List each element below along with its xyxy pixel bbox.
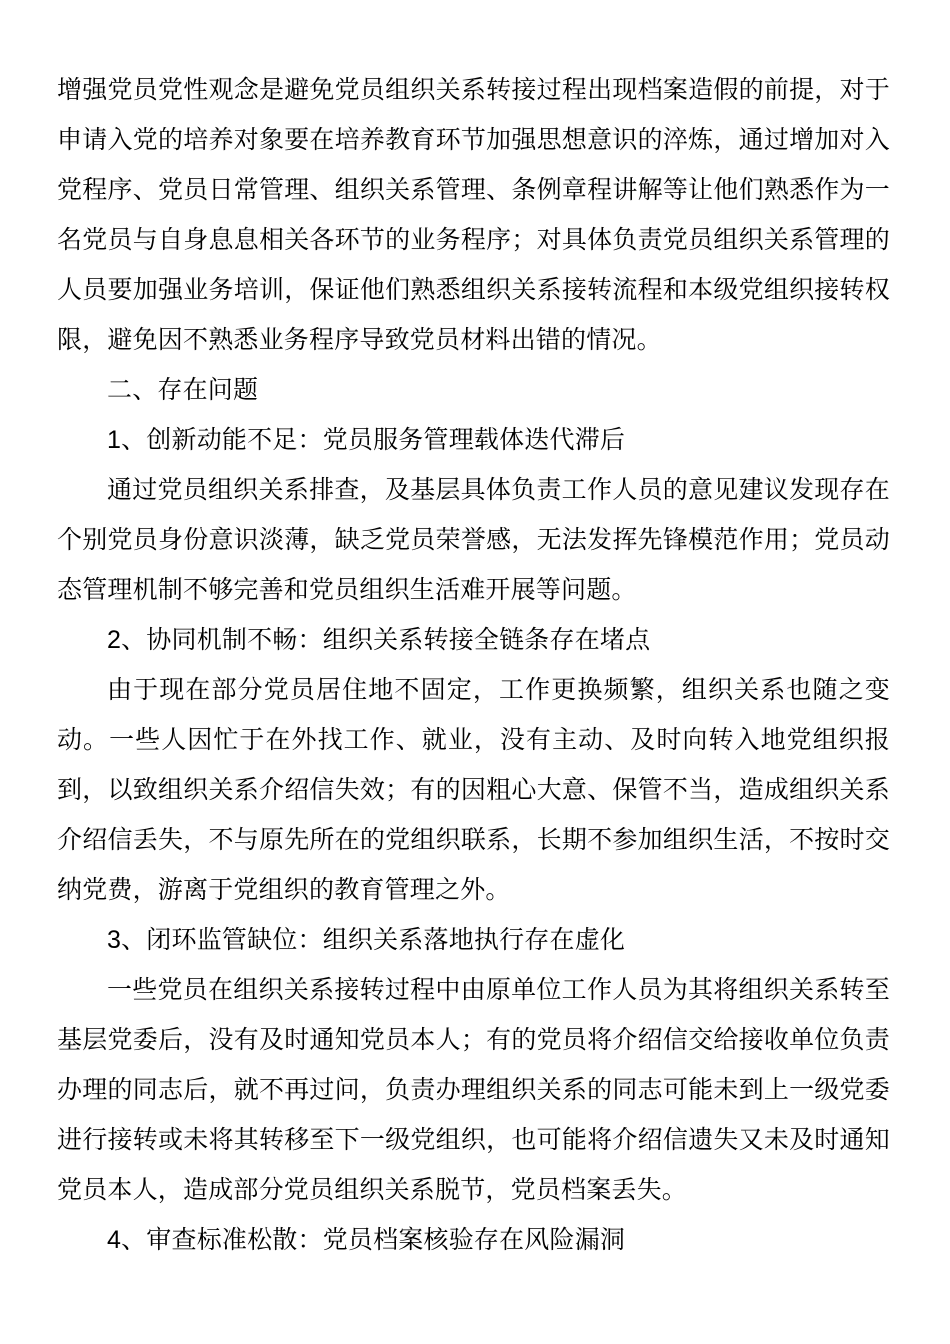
heading-section-two-existing-problems: 二、存在问题 — [107, 376, 259, 404]
paragraph-party-spirit-training: 增强党员党性观念是避免党员组织关系转接过程出现档案造假的前提，对于申请入党的培养对象要在培养教育环节加强思想意识的淬炼，通过增加对入党程序、党员日常管理、组织关系管理、条例章程讲解等让他们熟悉作为一名党员与自身息息相关各环节的业务程序；对具体负责党员组织关系管理的人员要加强业务培训，保证他们熟悉组织关系接转流程和本级党组织接转权限，避免因不熟悉业务程序导致党员材料出错的情况。 — [57, 76, 890, 354]
heading-problem-2-coordination: 2、协同机制不畅：组织关系转接全链条存在堵点 — [107, 626, 651, 654]
paragraph-problem-3-detail: 一些党员在组织关系接转过程中由原单位工作人员为其将组织关系转至基层党委后，没有及时通知党员本人；有的党员将介绍信交给接收单位负责办理的同志后，就不再过问，负责办理组织关系的同志可能未到上一级党委进行接转或未将其转移至下一级党组织，也可能将介绍信遗失又未及时通知党员本人，造成部分党员组织关系脱节，党员档案丢失。 — [57, 976, 890, 1204]
paragraph-problem-2-detail: 由于现在部分党员居住地不固定，工作更换频繁，组织关系也随之变动。一些人因忙于在外找工作、就业，没有主动、及时向转入地党组织报到，以致组织关系介绍信失效；有的因粗心大意、保管不当，造成组织关系介绍信丢失，不与原先所在的党组织联系，长期不参加组织生活，不按时交纳党费，游离于党组织的教育管理之外。 — [57, 676, 890, 904]
paragraph-problem-1-detail: 通过党员组织关系排查，及基层具体负责工作人员的意见建议发现存在个别党员身份意识淡薄，缺乏党员荣誉感，无法发挥先锋模范作用；党员动态管理机制不够完善和党员组织生活难开展等问题。 — [57, 476, 890, 604]
heading-problem-4-review-standards: 4、审查标准松散：党员档案核验存在风险漏洞 — [107, 1226, 626, 1254]
heading-problem-3-supervision: 3、闭环监管缺位：组织关系落地执行存在虚化 — [107, 926, 626, 954]
heading-problem-1-innovation: 1、创新动能不足：党员服务管理载体迭代滞后 — [107, 426, 626, 454]
